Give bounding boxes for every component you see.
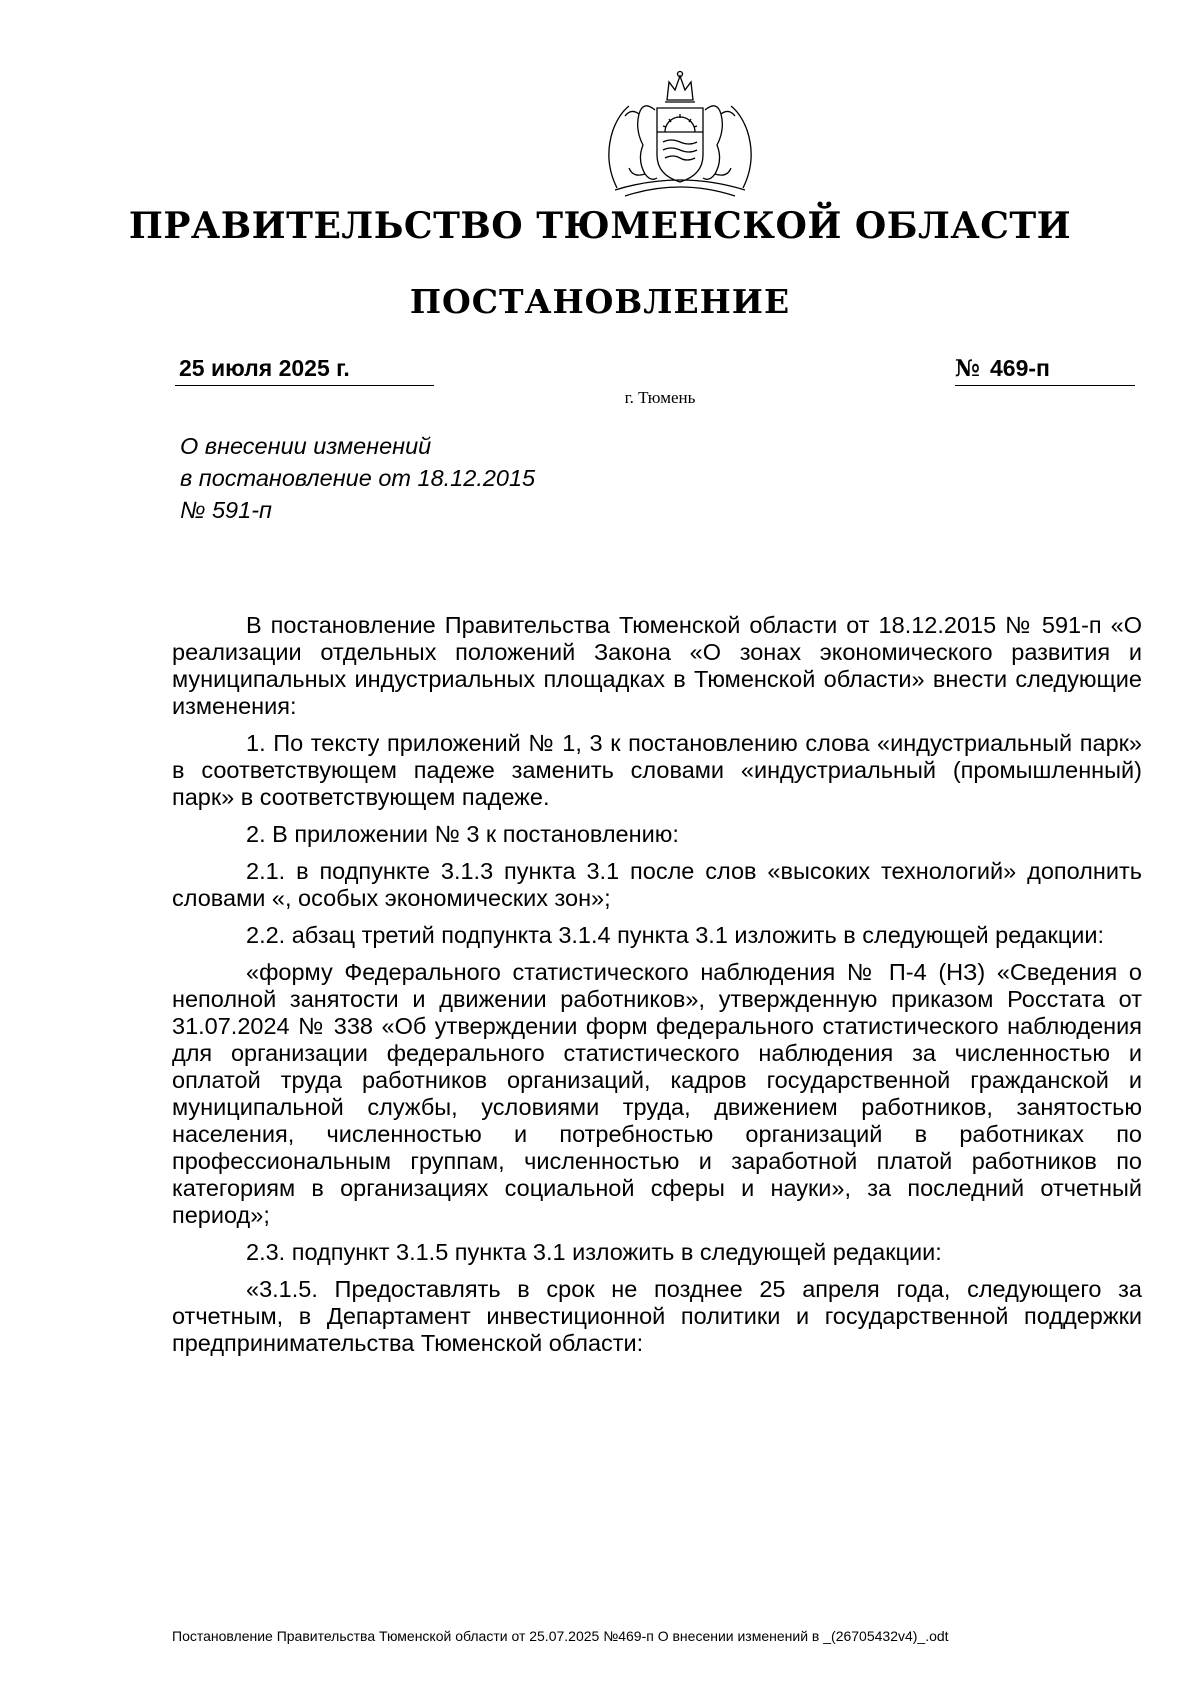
body-paragraph: 1. По тексту приложений № 1, 3 к постановлению слова «индустриальный парк» в соответствующем падеже заменить словами «индустриальный (промышленный) парк» в соответствующем падеже.	[172, 730, 1142, 810]
body-paragraph: 2.3. подпункт 3.1.5 пункта 3.1 изложить в следующей редакции:	[246, 1239, 942, 1265]
body-paragraph: 2.2. абзац третий подпункта 3.1.4 пункта 3.1 изложить в следующей редакции:	[246, 922, 1105, 948]
government-title: ПРАВИТЕЛЬСТВО ТЮМЕНСКОЙ ОБЛАСТИ	[128, 205, 1072, 247]
number-sign: №	[955, 355, 980, 382]
document-number-field	[955, 355, 1135, 386]
body-paragraph: «форму Федерального статистического наблюдения № П-4 (НЗ) «Сведения о неполной занятости и движении работников», утвержденную приказом Росстата от 31.07.2024 № 338 «Об утверждении форм федерального статистического наблюдения для организации федерального статистического наблюдения за численностью и оплатой труда работников организаций, кадров государственной гражданской и муниципальной службы, условиями труда, движением работников, занятостью населения, численностью и потребностью организаций в работниках по профессиональным группам, численностью и заработной платой работников по категориям в организациях социальной сферы и науки», за последний отчетный период»;	[172, 959, 1142, 1228]
coat-of-arms-icon	[595, 70, 765, 200]
document-body	[172, 612, 1142, 1367]
document-number: 469-п	[990, 355, 1050, 381]
body-paragraph: 2. В приложении № 3 к постановлению:	[246, 821, 679, 847]
subject-line: в постановление от 18.12.2015	[180, 465, 536, 491]
city-name: г. Тюмень	[624, 388, 696, 407]
subject-line: О внесении изменений	[180, 433, 432, 459]
document-subject	[180, 430, 680, 526]
body-paragraph: «3.1.5. Предоставлять в срок не позднее 25 апреля года, следующего за отчетным, в Департамент инвестиционной политики и государственной поддержки предпринимательства Тюменской области:	[172, 1276, 1142, 1356]
body-paragraph: 2.1. в подпункте 3.1.3 пункта 3.1 после слов «высоких технологий» дополнить словами «, особых экономических зон»;	[172, 858, 1142, 911]
page-footer: Постановление Правительства Тюменской области от 25.07.2025 №469-п О внесении изменений в _(26705432v4)_.odt	[172, 1628, 949, 1644]
body-paragraph: В постановление Правительства Тюменской области от 18.12.2015 № 591-п «О реализации отдельных положений Закона «О зонах экономического развития и муниципальных индустриальных площадках в Тюменской области» внести следующие изменения:	[172, 612, 1142, 719]
document-date: 25 июля 2025 г.	[175, 355, 434, 386]
subject-line: № 591-п	[180, 497, 272, 523]
document-type: ПОСТАНОВЛЕНИЕ	[409, 282, 791, 321]
